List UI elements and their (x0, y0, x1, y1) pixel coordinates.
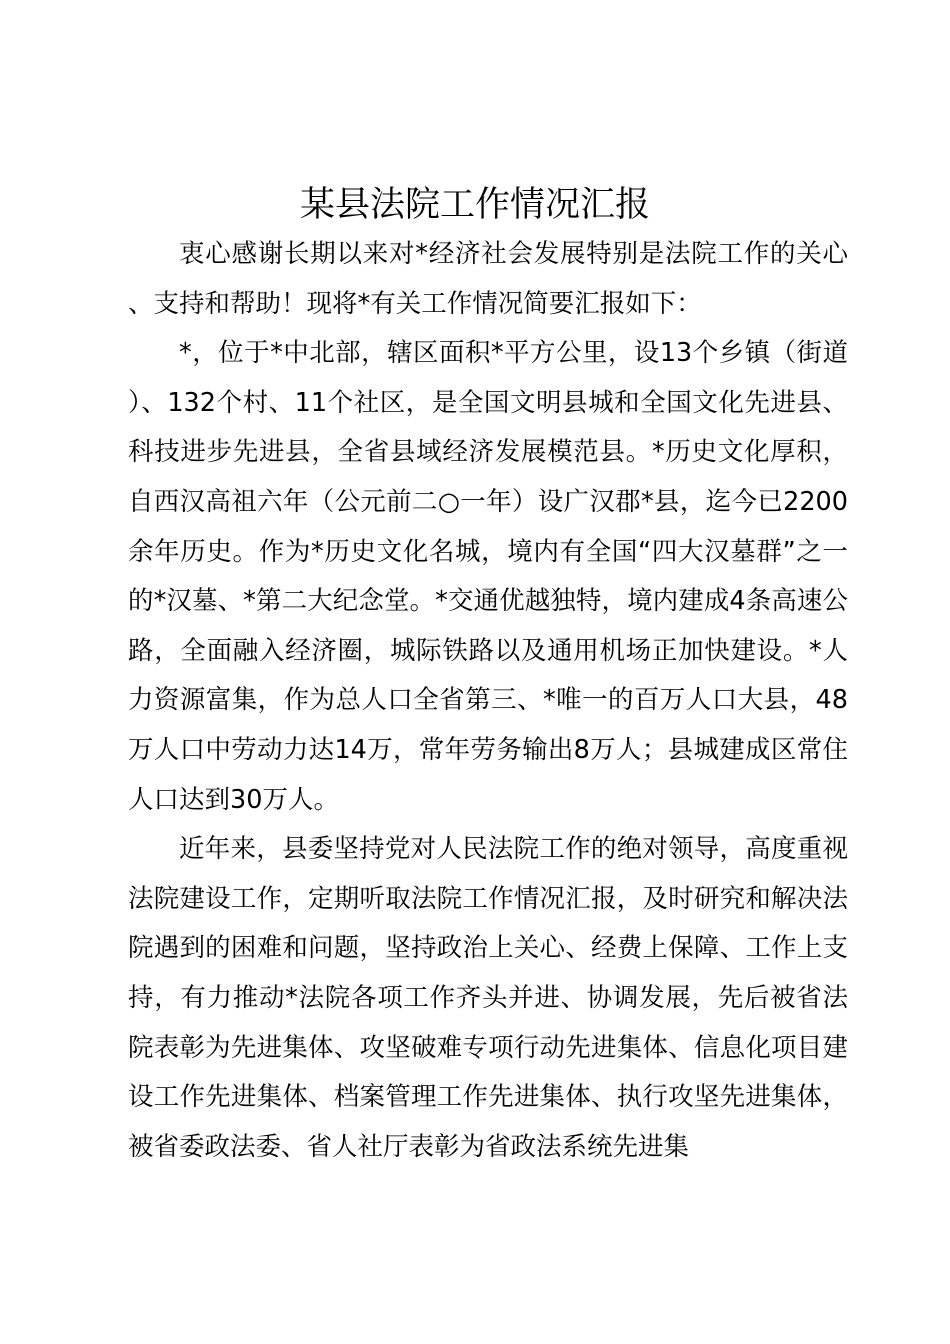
paragraph-gratitude: 衷心感谢长期以来对*经济社会发展特别是法院工作的关心、支持和帮助！现将*有关工作情况简要汇报如下： (128, 239, 848, 319)
paragraph-court-work: 近年来，县委坚持党对人民法院工作的绝对领导，高度重视法院建设工作，定期听取法院工作情况汇报，及时研究和解决法院遇到的困难和问题，坚持政治上关心、经费上保障、工作上支持，有力推动*法院各项工作齐头并进、协调发展，先后被省法院表彰为先进集体、攻坚破难专项行动先进集体、信息化项目建设工作先进集体、档案管理工作先进集体、执行攻坚先进集体，被省委政法委、省人社厅表彰为省政法系统先进集 (128, 834, 848, 1162)
document-body (128, 230, 848, 1172)
document-title: 某县法院工作情况汇报 (299, 185, 650, 225)
paragraph-county-overview: *，位于*中北部，辖区面积*平方公里，设13个乡镇（街道）、132个村、11个社区，是全国文明县城和全国文化先进县、科技进步先进县，全省县域经济发展模范县。*历史文化厚积，自西汉高祖六年（公元前二○一年）设广汉郡*县，迄今已2200余年历史。作为*历史文化名城，境内有全国“四大汉墓群”之一的*汉墓、*第二大纪念堂。*交通优越独特，境内建成4条高速公路，全面融入经济圈，城际铁路以及通用机场正加快建设。*人力资源富集，作为总人口全省第三、*唯一的百万人口大县，48万人口中劳动力达14万，常年劳务输出8万人；县城建成区常住人口达到30万人。 (128, 338, 848, 815)
